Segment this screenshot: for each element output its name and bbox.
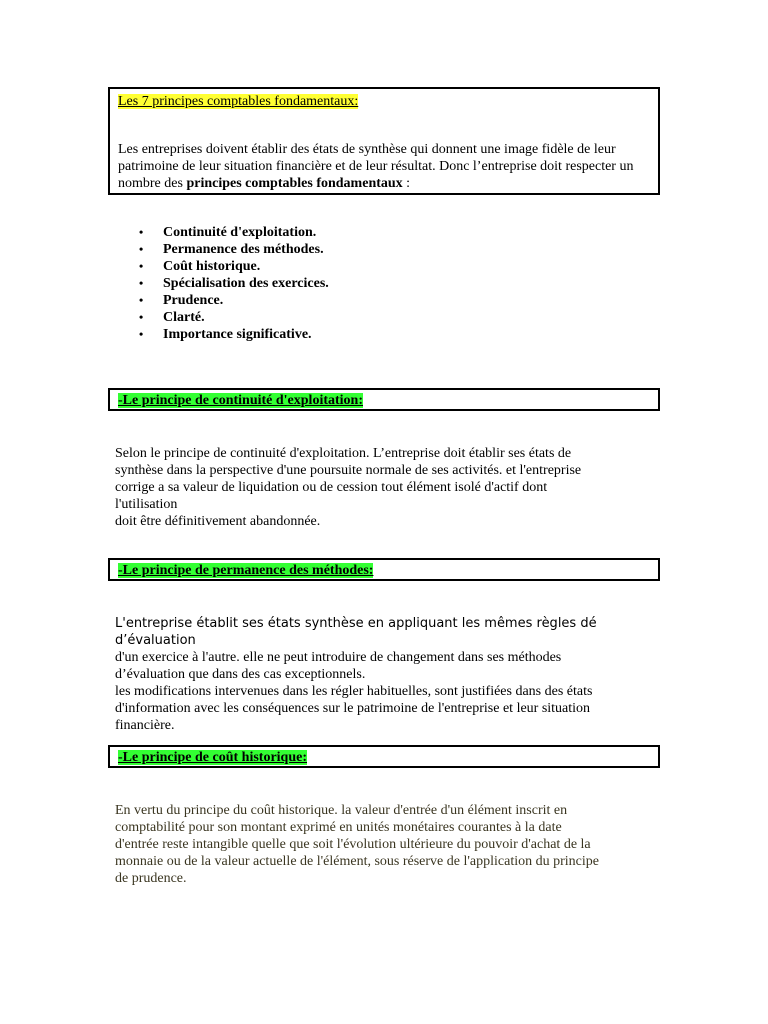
principle-item: • Spécialisation des exercices.: [135, 275, 329, 292]
text-line: [115, 462, 660, 479]
text-line: [115, 700, 660, 717]
text-line: [115, 666, 660, 683]
text-line: [115, 870, 660, 887]
text-line-content: de prudence.: [115, 871, 187, 886]
principle-item: • Coût historique.: [135, 258, 329, 275]
section-title-box-continuite: [108, 388, 660, 411]
text-line: [115, 649, 660, 666]
text-line: [115, 802, 660, 819]
text-line: [115, 615, 660, 649]
text-line-content: comptabilité pour son montant exprimé en unités monétaires courantes à la date: [115, 820, 562, 835]
text-line: [115, 513, 660, 530]
text-line-content: l'utilisation: [115, 497, 178, 512]
section-title-box-permanence: [108, 558, 660, 581]
text-line: [115, 836, 660, 853]
principle-item: • Permanence des méthodes.: [135, 241, 329, 258]
text-line-content: d’évaluation que dans des cas exceptionnels.: [115, 667, 366, 682]
text-line: [115, 496, 660, 513]
text-line-content: En vertu du principe du coût historique. la valeur d'entrée d'un élément inscrit en: [115, 803, 568, 818]
text-line: [115, 819, 660, 836]
section-title-permanence: -Le principe de permanence des méthodes:: [118, 563, 374, 578]
text-line-content: doit être définitivement abandonnée.: [115, 514, 321, 529]
section-text-permanence: [115, 615, 660, 734]
text-line: [115, 683, 660, 700]
principle-item: • Importance significative.: [135, 326, 329, 343]
text-line-content: d'entrée reste intangible quelle que soit l'évolution ultérieure du pouvoir d'achat de la: [115, 837, 591, 852]
text-line: [115, 479, 660, 496]
section-text-historique: [115, 802, 660, 887]
text-line-content: d'un exercice à l'autre. elle ne peut introduire de changement dans ses méthodes: [115, 650, 562, 665]
intro-text-before: Les entreprises doivent établir des états de synthèse qui donnent une image fidèle de leur patrimoine de leur situation financière et de leur résultat. Donc l’entreprise doit respecter un nombre des: [118, 142, 634, 191]
intro-box: [108, 87, 660, 195]
text-line-content: financière.: [115, 718, 175, 733]
text-line-content: Selon le principe de continuité d'exploitation. L’entreprise doit établir ses états de: [115, 446, 572, 461]
principles-list: [135, 224, 329, 343]
text-line-content: L'entreprise établit ses états synthèse en appliquant les mêmes règles dé d’évaluation: [115, 616, 597, 648]
intro-title-text: Les 7 principes comptables fondamentaux:: [118, 94, 359, 109]
principle-item: • Clarté.: [135, 309, 329, 326]
intro-text-bold: principes comptables fondamentaux: [186, 176, 403, 191]
section-title-continuite: -Le principe de continuité d'exploitation:: [118, 393, 363, 408]
text-line-content: corrige a sa valeur de liquidation ou de cession tout élément isolé d'actif dont: [115, 480, 548, 495]
text-line-content: monnaie ou de la valeur actuelle de l'élément, sous réserve de l'application du principe: [115, 854, 599, 869]
section-title-historique: -Le principe de coût historique:: [118, 750, 307, 765]
text-line: [115, 445, 660, 462]
intro-title: [118, 93, 358, 110]
text-line: [115, 717, 660, 734]
section-title-box-historique: [108, 745, 660, 768]
section-text-continuite: [115, 445, 660, 530]
text-line-content: synthèse dans la perspective d'une poursuite normale de ses activités. et l'entreprise: [115, 463, 582, 478]
principle-item: • Prudence.: [135, 292, 329, 309]
text-line-content: d'information avec les conséquences sur le patrimoine de l'entreprise et leur situation: [115, 701, 591, 716]
intro-paragraph: [118, 141, 652, 192]
text-line: [115, 853, 660, 870]
principle-item: • Continuité d'exploitation.: [135, 224, 329, 241]
text-line-content: les modifications intervenues dans les régler habituelles, sont justifiées dans des états: [115, 684, 593, 699]
intro-text-after: :: [402, 176, 411, 191]
